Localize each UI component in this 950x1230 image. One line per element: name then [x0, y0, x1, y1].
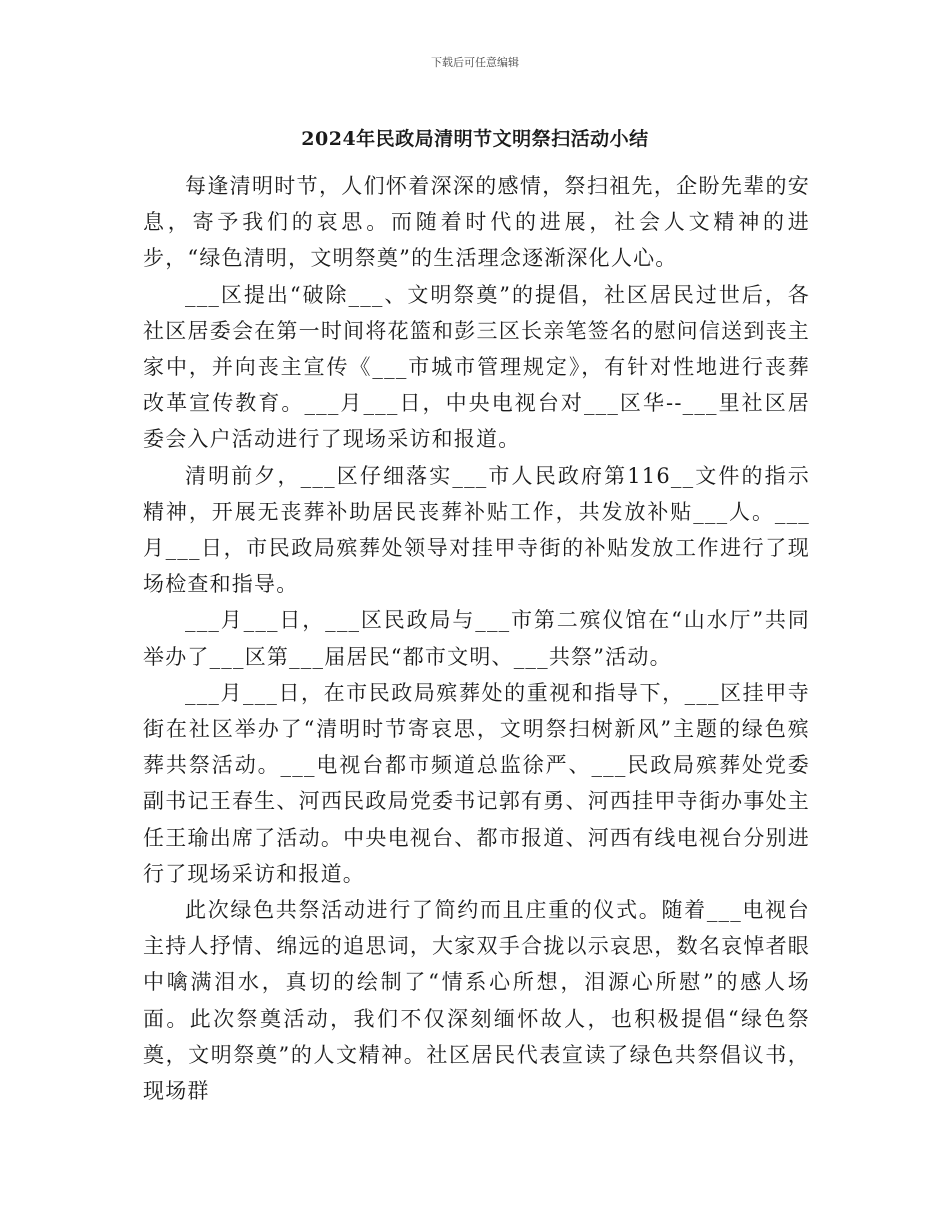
- paragraph: ___月___日，___区民政局与___市第二殡仪馆在“山水厅”共同举办了___区第___届居民“都市文明、___共祭”活动。: [143, 608, 810, 669]
- document-title: 2024年民政局清明节文明祭扫活动小结: [301, 128, 649, 150]
- paragraph: 清明前夕，___区仔细落实___市人民政府第116__文件的指示精神，开展无丧葬补助居民丧葬补贴工作，共发放补贴___人。___月___日，市民政局殡葬处领导对挂甲寺街的补贴发放工作进行了现场检查和指导。: [143, 463, 810, 597]
- paragraph: ___月___日，在市民政局殡葬处的重视和指导下，___区挂甲寺街在社区举办了“清明时节寄哀思，文明祭扫树新风”主题的绿色殡葬共祭活动。___电视台都市频道总监徐严、___民政局殡葬处党委副书记王春生、河西民政局党委书记郭有勇、河西挂甲寺街办事处主任王瑜出席了活动。中央电视台、都市报道、河西有线电视台分别进行了现场采访和报道。: [143, 680, 810, 886]
- paragraph: 每逢清明时节，人们怀着深深的感情，祭扫祖先，企盼先辈的安息，寄予我们的哀思。而随着时代的进展，社会人文精神的进步，“绿色清明，文明祭奠”的生活理念逐渐深化人心。: [143, 174, 810, 271]
- paragraph: 此次绿色共祭活动进行了简约而且庄重的仪式。随着___电视台主持人抒情、绵远的追思词，大家双手合拢以示哀思，数名哀悼者眼中噙满泪水，真切的绘制了“情系心所想，泪源心所慰”的感人场面。此次祭奠活动，我们不仅深刻缅怀故人，也积极提倡“绿色祭奠，文明祭奠”的人文精神。社区居民代表宣读了绿色共祭倡议书，现场群: [143, 898, 810, 1104]
- document-body: [143, 168, 810, 1109]
- header-note: 下载后可任意编辑: [431, 56, 519, 69]
- paragraph: ___区提出“破除___、文明祭奠”的提倡，社区居民过世后，各社区居委会在第一时间将花篮和彭三区长亲笔签名的慰问信送到丧主家中，并向丧主宣传《___市城市管理规定》，有针对性地进行丧葬改革宣传教育。___月___日，中央电视台对___区华--___里社区居委会入户活动进行了现场采访和报道。: [143, 282, 810, 452]
